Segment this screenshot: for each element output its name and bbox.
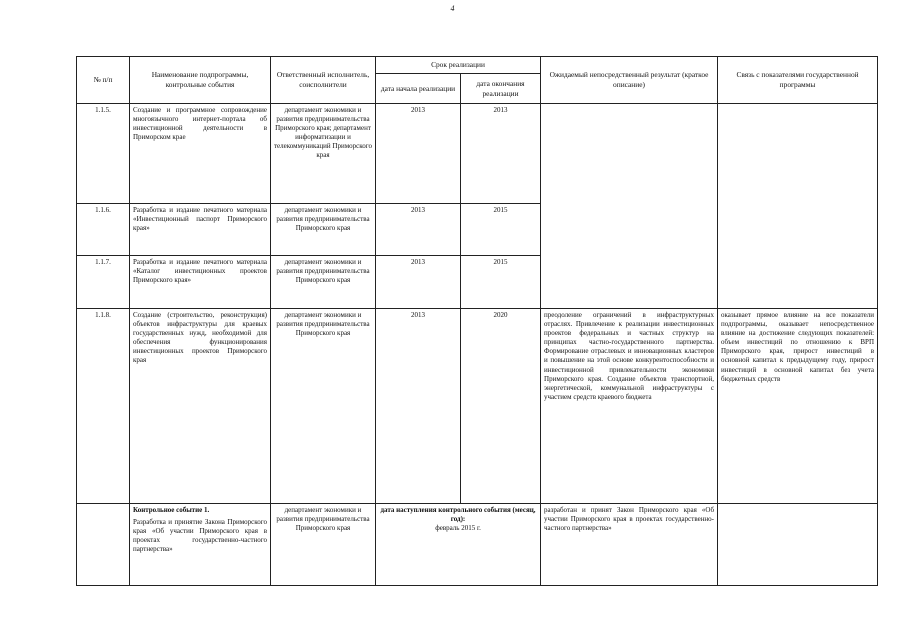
row-link: оказывает прямое влияние на все показатели подпрограммы, оказывает непосредственное влияние на достижение следующих показателей: объем инвестиций по отношению к ВРП Приморского края, прирост инвестиций в основной капитал к предыдущему году, прирост инвестиций в основной капитал без учета бюджетных средств [718, 309, 878, 504]
row-responsible: департамент экономики и развития предпринимательства Приморского края [271, 204, 376, 256]
row-result: преодоление ограничений в инфраструктурных отраслях. Привлечение к реализации инвестиционных проектов федеральных и частных структур на принципах частно-государственного партнерства. Формирование отраслевых и инновационных кластеров и повышение на этой основе конкурентоспособности и инвестиционной привлекательности экономики Приморского края. Создание объектов транспортной, энергетической, коммунальной инфраструктуры с участием средств краевого бюджета [541, 309, 718, 504]
row-name: Создание и программное сопровождение многоязычного интернет-портала об инвестиционной деятельности в Приморском крае [130, 104, 271, 204]
header-end: дата окончания реализации [461, 74, 541, 104]
header-start: дата начала реализации [376, 74, 461, 104]
control-event-name: Разработка и принятие Закона Приморского края «Об участии Приморского края в проектах государственно-частного партнерства» [133, 518, 267, 554]
row-start: 2013 [376, 309, 461, 504]
control-event-result: разработан и принят Закон Приморского края «Об участии Приморского края в проектах государственно-частного партнерства» [541, 504, 718, 586]
control-event-date-value: февраль 2015 г. [435, 524, 481, 533]
control-event-row [77, 504, 878, 586]
row-end: 2015 [461, 204, 541, 256]
row-end: 2020 [461, 309, 541, 504]
header-link: Связь с показателями государственной программы [718, 57, 878, 104]
control-event-date-label: дата наступления контрольного события (месяц, год): [380, 506, 536, 524]
row-name: Разработка и издание печатного материала «Каталог инвестиционных проектов Приморского края» [130, 256, 271, 309]
table-row [77, 309, 878, 504]
control-event-title: Контрольное событие 1. [133, 506, 210, 514]
control-event-responsible: департамент экономики и развития предпринимательства Приморского края [271, 504, 376, 586]
control-event-link [718, 504, 878, 586]
row-responsible: департамент экономики и развития предпринимательства Приморского края [271, 309, 376, 504]
row-result-empty [541, 104, 718, 309]
header-period: Срок реализации [376, 57, 541, 74]
row-start: 2013 [376, 104, 461, 204]
header-row-1 [77, 57, 878, 74]
row-responsible: департамент экономики и развития предпринимательства Приморского края [271, 256, 376, 309]
header-result: Ожидаемый непосредственный результат (краткое описание) [541, 57, 718, 104]
header-name: Наименование подпрограммы, контрольные события [130, 57, 271, 104]
control-event-date-cell [376, 504, 541, 586]
row-responsible: департамент экономики и развития предпринимательства Приморского края; департамент информатизации и телекоммуникаций Приморского края [271, 104, 376, 204]
row-link-empty [718, 104, 878, 309]
row-num: 1.1.8. [77, 309, 130, 504]
row-num: 1.1.6. [77, 204, 130, 256]
subprogram-events-table [76, 56, 878, 586]
header-responsible: Ответственный исполнитель, соисполнители [271, 57, 376, 104]
row-end: 2013 [461, 104, 541, 204]
row-start: 2013 [376, 204, 461, 256]
row-name: Создание (строительство, реконструкция) объектов инфраструктуры для краевых государственных нужд, необходимой для обеспечения функционирования инвестиционных проектов Приморского края [130, 309, 271, 504]
control-event-num-empty [77, 504, 130, 586]
header-num: № п/п [77, 57, 130, 104]
row-num: 1.1.5. [77, 104, 130, 204]
page-number: 4 [450, 4, 455, 13]
row-end: 2015 [461, 256, 541, 309]
row-start: 2013 [376, 256, 461, 309]
row-name: Разработка и издание печатного материала «Инвестиционный паспорт Приморского края» [130, 204, 271, 256]
table-row [77, 104, 878, 204]
control-event-name-cell [130, 504, 271, 586]
row-num: 1.1.7. [77, 256, 130, 309]
